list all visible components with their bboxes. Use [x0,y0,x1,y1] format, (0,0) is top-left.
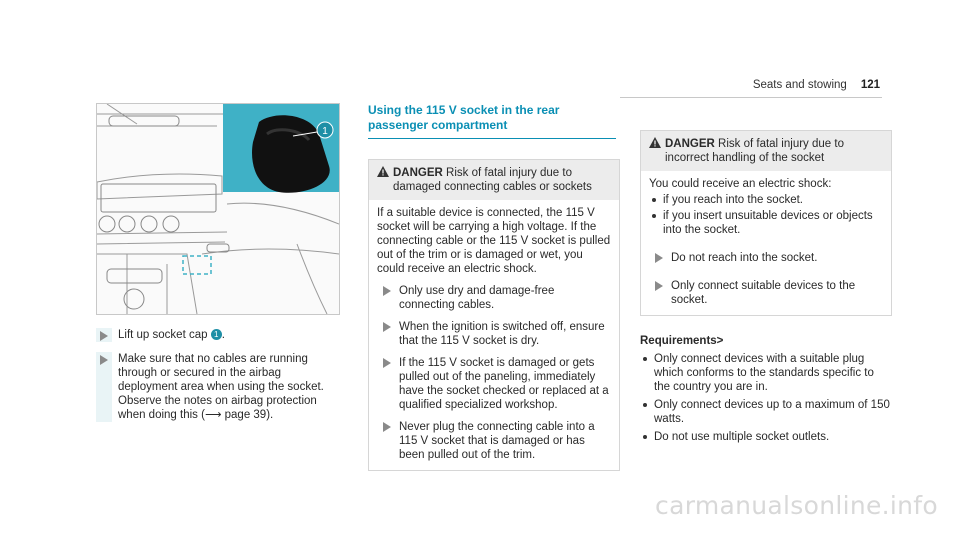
page-number: 121 [860,79,880,91]
step-lift-cap: Lift up socket cap 1 . [96,324,342,348]
step-arrow-icon [383,322,391,332]
page-header [753,78,880,92]
step-text: Make sure that no cables are running through or secured in the airbag deployment area when using the socket. Observe the notes on airbag protection when doing this ( [118,353,324,421]
bullet-icon [640,430,654,444]
bullet-icon [640,398,654,426]
watermark: carmanualsonline.info [655,491,938,520]
header-rule [620,97,882,98]
step-arrow-icon [100,355,108,365]
danger-label: DANGER [393,167,443,179]
requirement-item: Only connect devices up to a maximum of 150 watts. [640,398,890,426]
danger-box-cables [368,159,620,471]
illustration-callout: 1 [322,126,328,137]
danger-step: If the 115 V socket is damaged or gets pulled out of the paneling, immediately have the socket checked or replaced at a qualified specialized workshop. [377,356,611,412]
step-arrow-icon [383,422,391,432]
danger-step: When the ignition is switched off, ensure that the 115 V socket is dry. [377,320,611,348]
danger-step: Never plug the connecting cable into a 115 V socket that is damaged or has been pulled out of the trim. [377,420,611,462]
step-arrow-icon [655,253,663,263]
step-airbag-notice: Make sure that no cables are running through or secured in the airbag deployment area when using the socket. Observe the notes on airbag protection when doing this (⟶ page 39). [96,348,342,428]
danger-box-handling [640,130,892,316]
danger-step: Only connect suitable devices to the socket. [649,279,883,307]
danger-heading-text: Risk of fatal injury due to damaged connecting cables or sockets [393,167,592,193]
dashboard-illustration [96,103,340,315]
step-arrow-icon [383,358,391,368]
socket-section [368,103,620,471]
danger-body-text: If a suitable device is connected, the 115 V socket will be carrying a high voltage. If the connecting cable or the 115 V socket is pulled out of the trim or is damaged or wet, you could receive an electric shock. [377,207,611,275]
handling-section [640,130,890,444]
bullet-icon [649,193,663,207]
instructions-column [96,324,342,428]
socket-cap-illustration [97,104,339,314]
danger-step: Only use dry and damage-free connecting cables. [377,284,611,312]
requirement-item: Do not use multiple socket outlets. [640,430,890,444]
step-text: Lift up socket cap [118,329,211,341]
bullet-icon [649,209,663,237]
step-arrow-icon [655,281,663,291]
warning-triangle-icon [649,137,665,165]
page-reference-link[interactable]: ⟶ page 39 [204,409,267,421]
callout-badge: 1 [211,329,222,340]
danger-heading-text: Risk of fatal injury due to incorrect handling of the socket [665,138,844,164]
warning-triangle-icon [377,166,393,194]
step-arrow-icon [100,331,108,341]
danger-intro: You could receive an electric shock: [649,178,832,190]
requirements-title: Requirements> [640,335,724,347]
section-heading: Using the 115 V socket in the rear passenger compartment [368,103,616,139]
requirement-item: Only connect devices with a suitable plug which conforms to the standards specific to the country you are in. [640,352,890,394]
bullet-item: if you insert unsuitable devices or objects into the socket. [649,209,883,237]
bullet-item: if you reach into the socket. [649,193,883,207]
section-title: Seats and stowing [752,79,847,91]
requirements-list [640,352,890,444]
danger-step: Do not reach into the socket. [649,251,883,265]
bullet-icon [640,352,654,394]
danger-label: DANGER [665,138,715,150]
step-arrow-icon [383,286,391,296]
